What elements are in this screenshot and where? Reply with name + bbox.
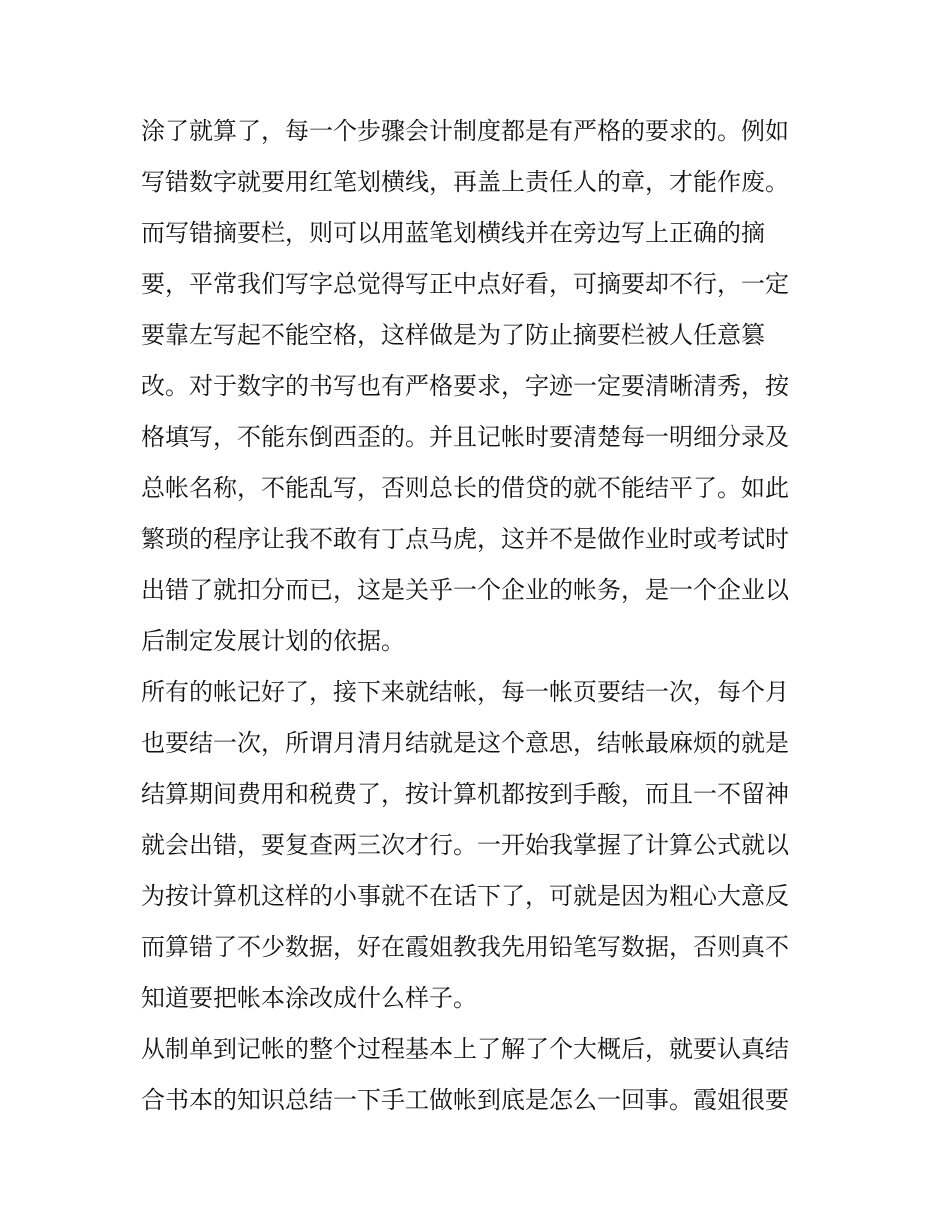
text-line: 而算错了不少数据，好在霞姐教我先用铅笔写数据，否则真不	[141, 933, 789, 961]
text-line: 也要结一次，所谓月清月结就是这个意思，结帐最麻烦的就是	[141, 729, 789, 757]
text-line: 写错数字就要用红笔划横线，再盖上责任人的章，才能作废。	[141, 168, 789, 196]
text-line: 就会出错，要复查两三次才行。一开始我掌握了计算公式就以	[141, 831, 789, 859]
text-line: 要靠左写起不能空格，这样做是为了防止摘要栏被人任意篡	[141, 321, 765, 349]
text-line: 繁琐的程序让我不敢有丁点马虎，这并不是做作业时或考试时	[141, 525, 789, 553]
text-line: 合书本的知识总结一下手工做帐到底是怎么一回事。霞姐很要	[141, 1086, 789, 1114]
paragraph-2	[141, 667, 813, 1024]
text-line: 从制单到记帐的整个过程基本上了解了个大概后，就要认真结	[141, 1035, 789, 1063]
text-line: 出错了就扣分而已，这是关乎一个企业的帐务，是一个企业以	[141, 576, 789, 604]
text-line: 为按计算机这样的小事就不在话下了，可就是因为粗心大意反	[141, 882, 789, 910]
text-line: 格填写，不能东倒西歪的。并且记帐时要清楚每一明细分录及	[141, 423, 789, 451]
text-line: 知道要把帐本涂改成什么样子。	[141, 984, 477, 1012]
text-line: 结算期间费用和税费了，按计算机都按到手酸，而且一不留神	[141, 780, 789, 808]
body-text	[141, 106, 813, 1126]
text-line: 而写错摘要栏，则可以用蓝笔划横线并在旁边写上正确的摘	[141, 219, 765, 247]
text-line: 总帐名称，不能乱写，否则总长的借贷的就不能结平了。如此	[141, 474, 789, 502]
text-line: 所有的帐记好了，接下来就结帐，每一帐页要结一次，每个月	[141, 678, 789, 706]
text-line: 涂了就算了，每一个步骤会计制度都是有严格的要求的。例如	[141, 117, 789, 145]
text-line: 后制定发展计划的依据。	[141, 627, 405, 655]
text-line: 改。对于数字的书写也有严格要求，字迹一定要清晰清秀，按	[141, 372, 789, 400]
text-line: 要，平常我们写字总觉得写正中点好看，可摘要却不行，一定	[141, 270, 789, 298]
paragraph-3	[141, 1024, 813, 1126]
paragraph-1	[141, 106, 813, 667]
